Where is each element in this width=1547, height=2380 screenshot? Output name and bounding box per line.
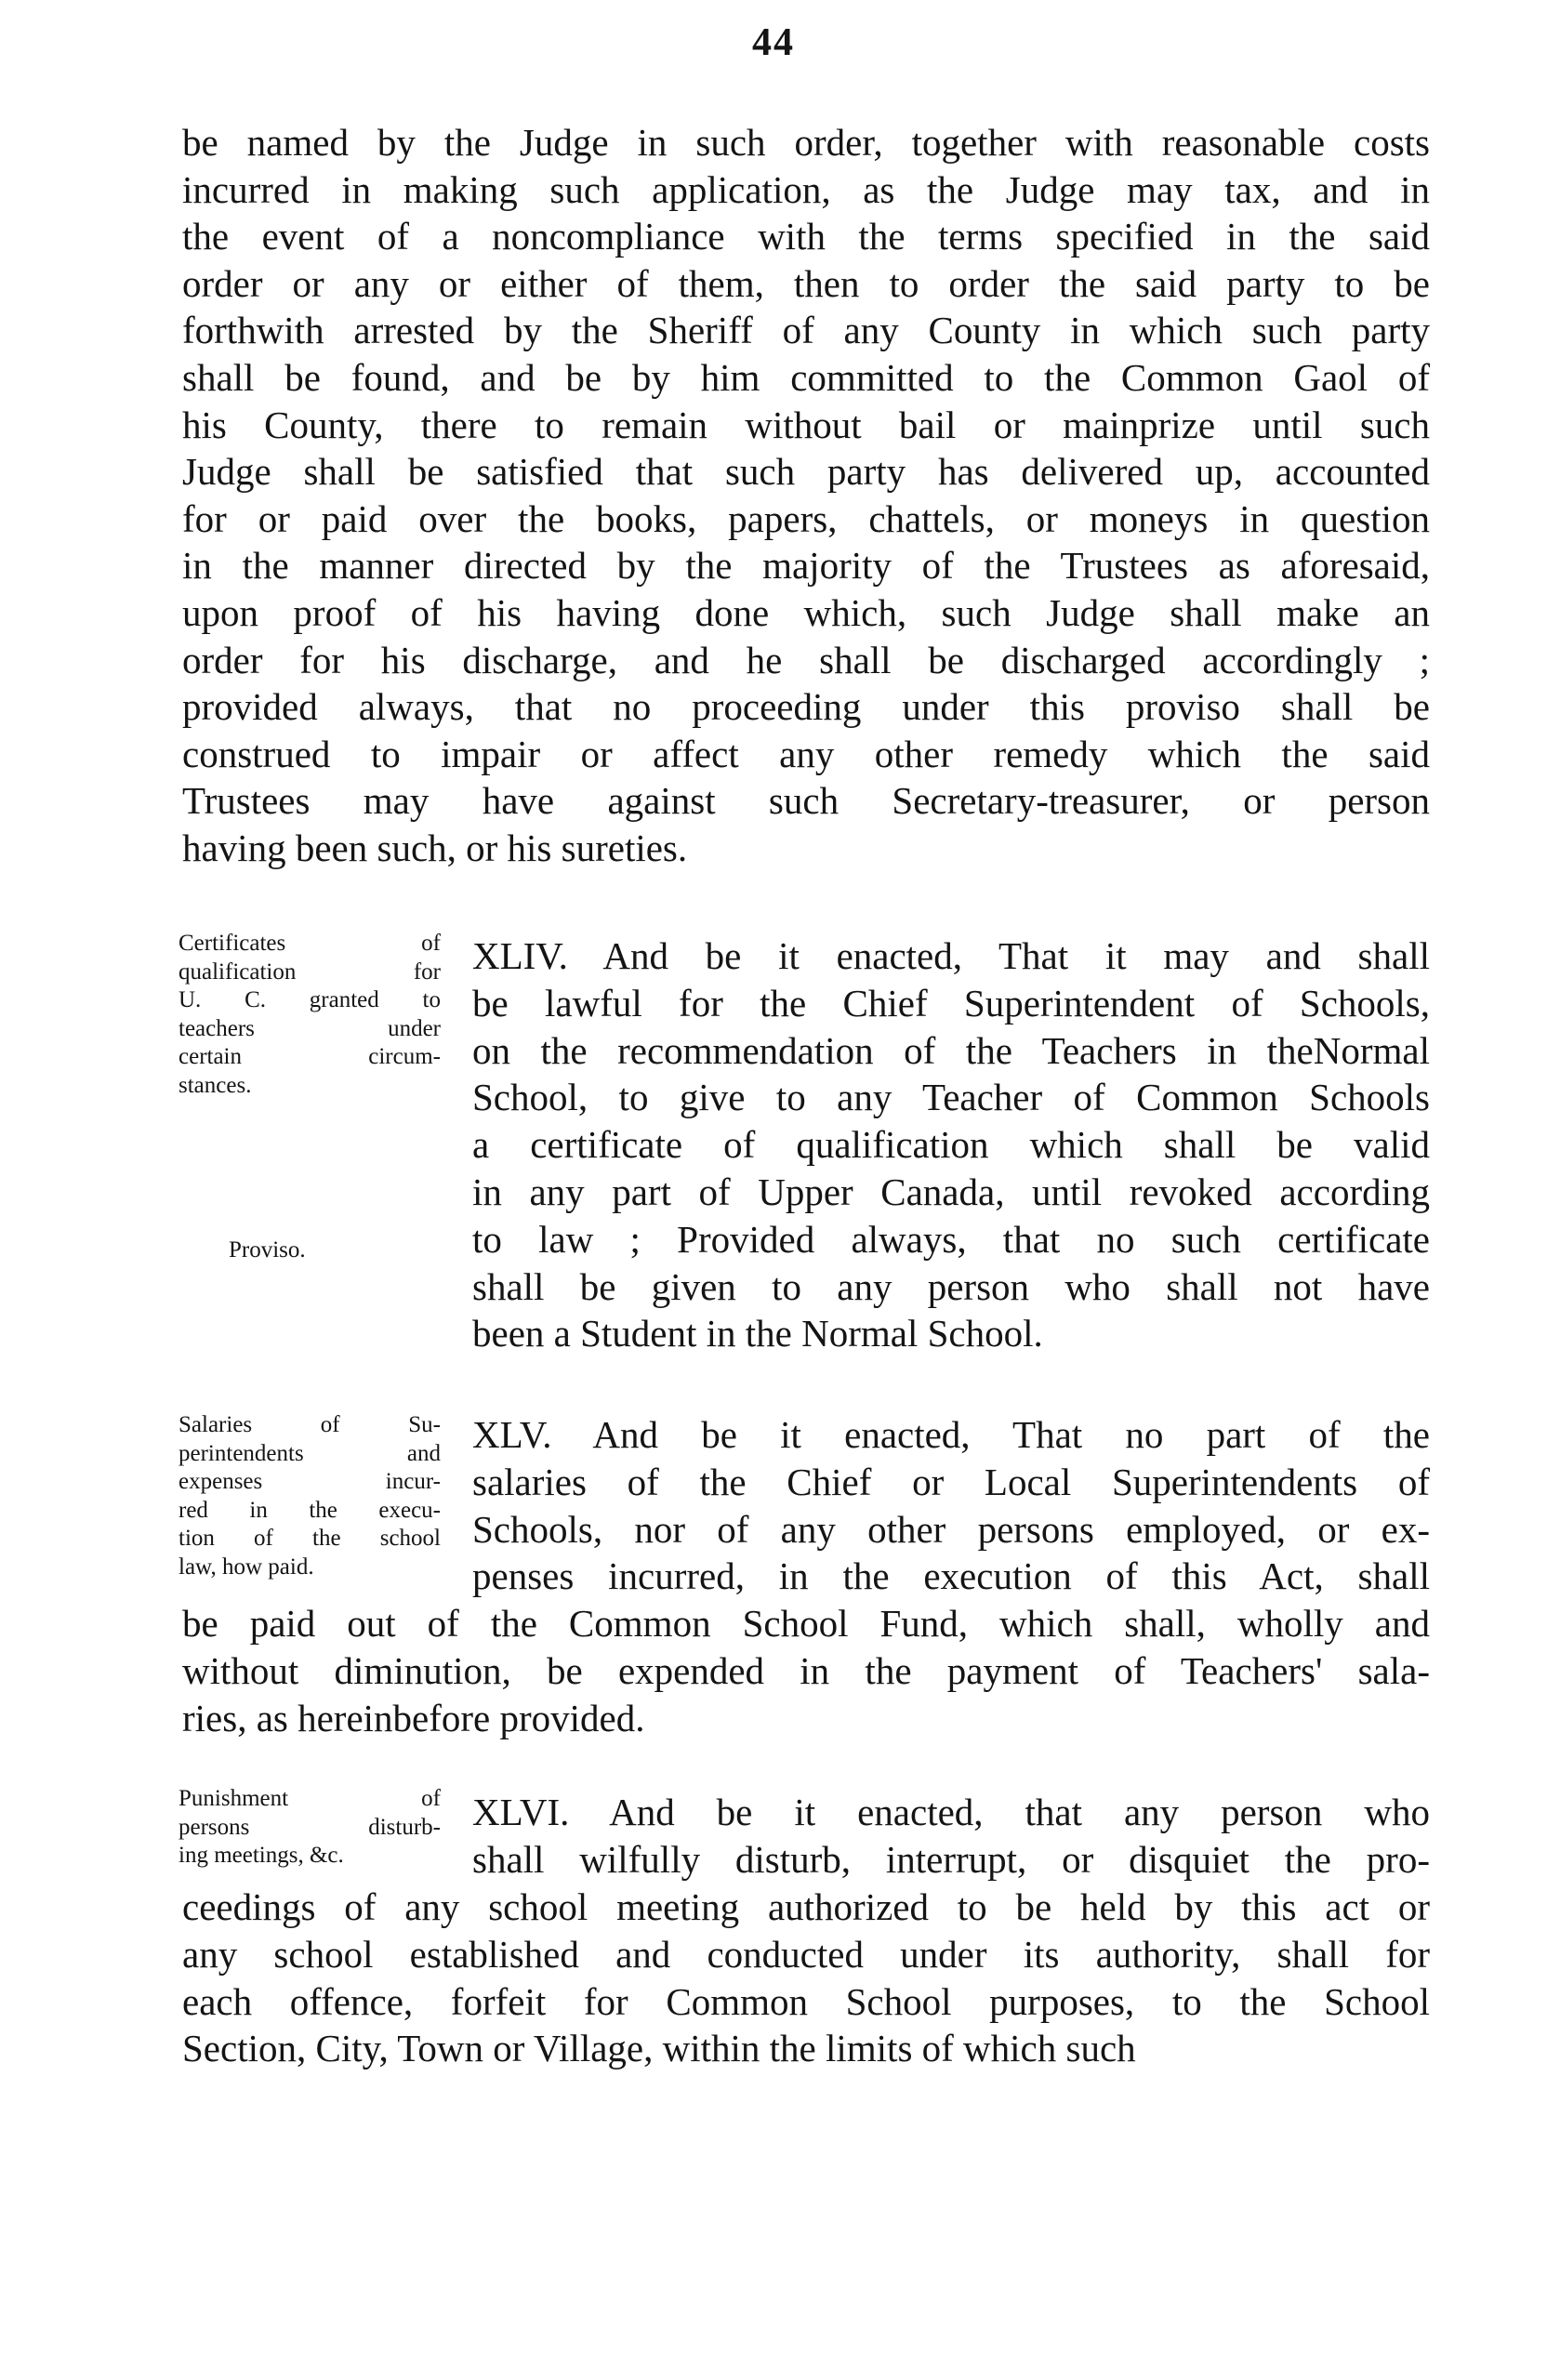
text-line: School, to give to any Teacher of Common Schools xyxy=(472,1076,1430,1119)
text-line: for or paid over the books, papers, chattels, or moneys in question xyxy=(182,496,1430,540)
text-line: been a Student in the Normal School. xyxy=(472,1312,1043,1355)
section-44-text xyxy=(472,932,1430,1357)
text-line: forthwith arrested by the Sheriff of any County in which such party xyxy=(182,309,1430,352)
text-line: order or any or either of them, then to order the said party to be xyxy=(182,261,1430,305)
text-line: order for his discharge, and he shall be discharged accordingly ; xyxy=(182,638,1430,681)
text-line: ries, as hereinbefore provided. xyxy=(182,1696,645,1739)
margin-note-line: stances. xyxy=(178,1072,252,1098)
text-line: without diminution, be expended in the payment of Teachers' sala- xyxy=(182,1648,1430,1692)
text-line: be paid out of the Common School Fund, which shall, wholly and xyxy=(182,1602,1430,1645)
section-heading-line: XLIV. And be it enacted, That it may and shall xyxy=(472,934,1430,977)
text-line: on the recommendation of the Teachers in theNormal xyxy=(472,1028,1430,1072)
text-line: having been such, or his sureties. xyxy=(182,826,688,869)
text-line: construed to impair or affect any other remedy which the said xyxy=(182,732,1430,775)
section-46-continuation xyxy=(182,1884,1430,2072)
margin-note-line: persons disturb- xyxy=(178,1814,441,1840)
text-line: shall wilfully disturb, interrupt, or disquiet the pro- xyxy=(472,1837,1430,1881)
text-line: ceedings of any school meeting authorized to be held by this act or xyxy=(182,1885,1430,1928)
margin-note-certificates xyxy=(178,930,441,1100)
page-number: 44 xyxy=(752,21,795,64)
text-line: in the manner directed by the majority of the Trustees as aforesaid, xyxy=(182,544,1430,588)
text-line: be lawful for the Chief Superintendent of Schools, xyxy=(472,981,1430,1025)
paragraph-continuation xyxy=(182,119,1430,872)
text-line: the event of a noncompliance with the terms specified in the said xyxy=(182,215,1430,258)
margin-note-line: Certificates of xyxy=(178,931,441,956)
text-line: his County, there to remain without bail or mainprize until such xyxy=(182,403,1430,446)
text-line: incurred in making such application, as the Judge may tax, and in xyxy=(182,167,1430,211)
text-line: be named by the Judge in such order, together with reasonable costs xyxy=(182,121,1430,164)
text-line: each offence, forfeit for Common School purposes, to the School xyxy=(182,1979,1430,2023)
margin-note-salaries xyxy=(178,1411,441,1581)
section-heading-line: XLV. And be it enacted, That no part of the xyxy=(472,1413,1430,1456)
margin-note-line: expenses incur- xyxy=(178,1469,441,1494)
section-45-continuation xyxy=(182,1600,1430,1741)
text-line: Schools, nor of any other persons employed, or ex- xyxy=(472,1507,1430,1551)
text-line: Section, City, Town or Village, within the limits of which such xyxy=(182,2027,1136,2070)
margin-note-line: teachers under xyxy=(178,1015,441,1041)
text-line: to law ; Provided always, that no such certificate xyxy=(472,1217,1430,1261)
text-line: provided always, that no proceeding under this proviso shall be xyxy=(182,685,1430,729)
margin-note-line: law, how paid. xyxy=(178,1554,314,1580)
text-line: Trustees may have against such Secretary-treasurer, or person xyxy=(182,779,1430,823)
margin-note-line: Punishment of xyxy=(178,1786,441,1811)
text-line: shall be found, and be by him committed to the Common Gaol of xyxy=(182,355,1430,399)
margin-note-proviso: Proviso. xyxy=(229,1237,306,1263)
text-line: in any part of Upper Canada, until revoked according xyxy=(472,1170,1430,1213)
margin-note-line: tion of the school xyxy=(178,1526,441,1551)
text-line: any school established and conducted under its authority, shall for xyxy=(182,1932,1430,1976)
text-line: penses incurred, in the execution of this Act, shall xyxy=(472,1554,1430,1598)
margin-note-line: red in the execu- xyxy=(178,1497,441,1523)
text-line: a certificate of qualification which shall be valid xyxy=(472,1123,1430,1167)
margin-note-line: certain circum- xyxy=(178,1044,441,1069)
section-46-text xyxy=(472,1789,1430,1884)
section-45-text xyxy=(472,1411,1430,1600)
text-line: shall be given to any person who shall not have xyxy=(472,1264,1430,1308)
margin-note-line: qualification for xyxy=(178,959,441,985)
margin-note-line: ing meetings, &c. xyxy=(178,1843,344,1868)
text-line: Judge shall be satisfied that such party has delivered up, accounted xyxy=(182,450,1430,494)
section-heading-line: XLVI. And be it enacted, that any person who xyxy=(472,1791,1430,1833)
margin-note-line: Salaries of Su- xyxy=(178,1412,441,1437)
text-line: upon proof of his having done which, such Judge shall make an xyxy=(182,590,1430,634)
text-line: salaries of the Chief or Local Superintendents of xyxy=(472,1460,1430,1503)
margin-note-line: perintendents and xyxy=(178,1440,441,1466)
margin-note-punishment xyxy=(178,1785,441,1871)
margin-note-line: U. C. granted to xyxy=(178,987,441,1012)
